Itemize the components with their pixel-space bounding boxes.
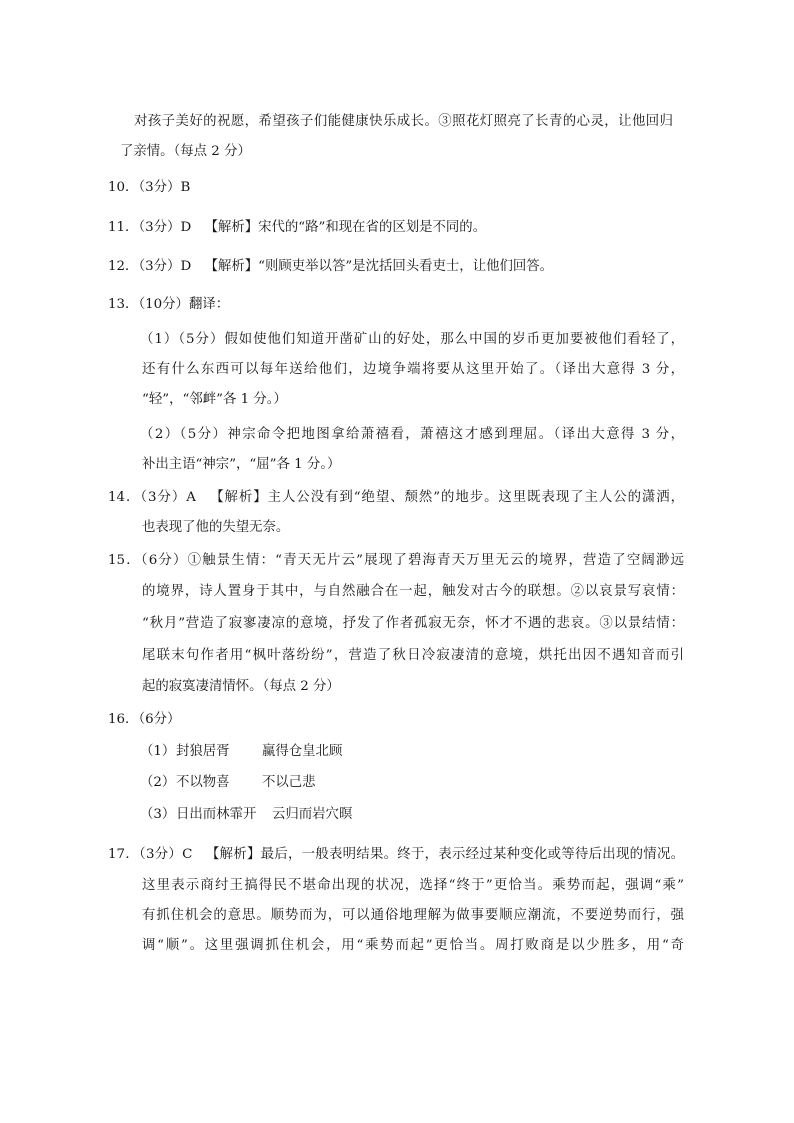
analysis-line: 这里表示商纣王搞得民不堪命出现的状况，选择“终于”更恰当。乘势而起，强调“乘” — [142, 878, 684, 893]
answer-item-10 — [108, 178, 190, 198]
continuation-line: 了亲情。（每点 2 分） — [120, 144, 251, 159]
item-score: （6分） — [140, 553, 188, 568]
part-text: 假如使他们知道开凿矿山的好处，那么中国的岁币更加要被他们看轻了， — [224, 332, 684, 347]
item-score: （3分） — [138, 180, 181, 195]
item-number: 14． — [108, 490, 141, 505]
item-number: 13． — [108, 297, 139, 312]
item-answer: A — [186, 490, 196, 505]
item-answer: C — [182, 847, 193, 862]
analysis-text: 宋代的“路”和现在省的区划是不同的。 — [258, 220, 487, 235]
analysis-text: “则顾吏举以答”是沈括回头看吏士，让他们回答。 — [258, 259, 554, 274]
part-number: （1） — [140, 744, 176, 759]
answer-line: “秋月”营造了寂寥凄凉的意境，抒发了作者孤寂无奈，怀才不遇的悲哀。③以景结情： — [142, 616, 684, 631]
translation-line: 还有什么东西可以每年送给他们，边境争端将要从这里开始了。（译出大意得 3 分， — [142, 362, 684, 377]
part-number: （2） — [140, 427, 180, 442]
dictation-phrase: 日出而林霏开 — [176, 807, 257, 822]
item-score: （3分） — [138, 259, 181, 274]
analysis-line: 也表现了他的失望无奈。 — [142, 520, 290, 535]
item-score: （3分） — [138, 220, 181, 235]
analysis-label: 【解析】 — [209, 490, 268, 505]
answer-line: 的境界，诗人置身于其中，与自然融合在一起，触发对古今的联想。②以哀景写哀情： — [142, 584, 684, 599]
dictation-phrase: 不以己悲 — [262, 775, 316, 790]
answer-item-12 — [108, 257, 553, 277]
answer-item-17 — [108, 845, 684, 865]
analysis-label: 【解析】 — [204, 220, 259, 235]
answer-item-16 — [108, 710, 180, 730]
translation-part-1 — [140, 330, 684, 350]
item-score: （3分） — [140, 490, 187, 505]
analysis-line: 有抓住机会的意思。顺势而为，可以通俗地理解为做事要顺应潮流，不要逆势而行，强 — [142, 908, 684, 923]
item-answer: B — [180, 180, 191, 195]
answer-line: 尾联末句作者用“枫叶落纷纷”，营造了秋日冷寂凄清的意境，烘托出因不遇知音而引 — [142, 648, 684, 663]
continuation-line: 对孩子美好的祝愿，希望孩子们能健康快乐成长。③照花灯照亮了长青的心灵，让他回归 — [134, 114, 673, 129]
item-number: 17． — [108, 847, 139, 862]
answer-text: ①触景生情：“青天无片云”展现了碧海青天万里无云的境界，营造了空阔渺远 — [187, 553, 684, 568]
dictation-part-1 — [140, 742, 440, 762]
item-label: 翻译： — [188, 297, 230, 312]
item-answer: D — [180, 259, 192, 274]
dictation-phrase: 封狼居胥 — [176, 744, 230, 759]
part-number: （1） — [140, 332, 179, 347]
analysis-text: 主人公没有到“绝望、颓然”的地步。这里既表现了主人公的潇洒， — [267, 490, 685, 505]
translation-line: “轻”，“邻衅”各 1 分。） — [142, 392, 287, 407]
analysis-text: 最后，一般表明结果。终于，表示经过某种变化或等待后出现的情况。 — [260, 847, 684, 862]
answer-item-14 — [108, 488, 684, 508]
part-text: 神宗命令把地图拿给萧禧看，萧禧这才感到理屈。（译出大意得 3 分， — [227, 427, 684, 442]
dictation-part-3 — [140, 805, 440, 825]
analysis-label: 【解析】 — [204, 259, 259, 274]
item-score: （6分） — [138, 712, 181, 727]
analysis-line: 调“顺”。这里强调抓住机会，用“乘势而起”更恰当。周打败商是以少胜多，用“奇 — [142, 938, 684, 953]
analysis-label: 【解析】 — [205, 847, 261, 862]
item-number: 11． — [108, 220, 139, 235]
part-number: （2） — [140, 775, 176, 790]
item-score: （10分） — [138, 297, 189, 312]
dictation-phrase: 不以物喜 — [176, 775, 230, 790]
item-number: 10． — [108, 180, 139, 195]
part-number: （3） — [140, 807, 176, 822]
dictation-phrase: 赢得仓皇北顾 — [262, 744, 343, 759]
item-answer: D — [180, 220, 192, 235]
answer-item-11 — [108, 218, 486, 238]
item-number: 12． — [108, 259, 139, 274]
dictation-part-2 — [140, 773, 440, 793]
dictation-phrase: 云归而岩穴暝 — [272, 807, 353, 822]
item-number: 16． — [108, 712, 139, 727]
answer-line: 起的寂寞凄清情怀。（每点 2 分） — [142, 679, 340, 694]
translation-line: 补出主语“神宗”，“屈”各 1 分。） — [142, 457, 341, 472]
part-score: （5分） — [179, 427, 228, 442]
answer-item-15 — [108, 551, 684, 571]
item-score: （3分） — [138, 847, 183, 862]
item-number: 15． — [108, 553, 141, 568]
translation-part-2 — [140, 425, 684, 445]
part-score: （5分） — [178, 332, 225, 347]
answer-item-13 — [108, 295, 229, 315]
